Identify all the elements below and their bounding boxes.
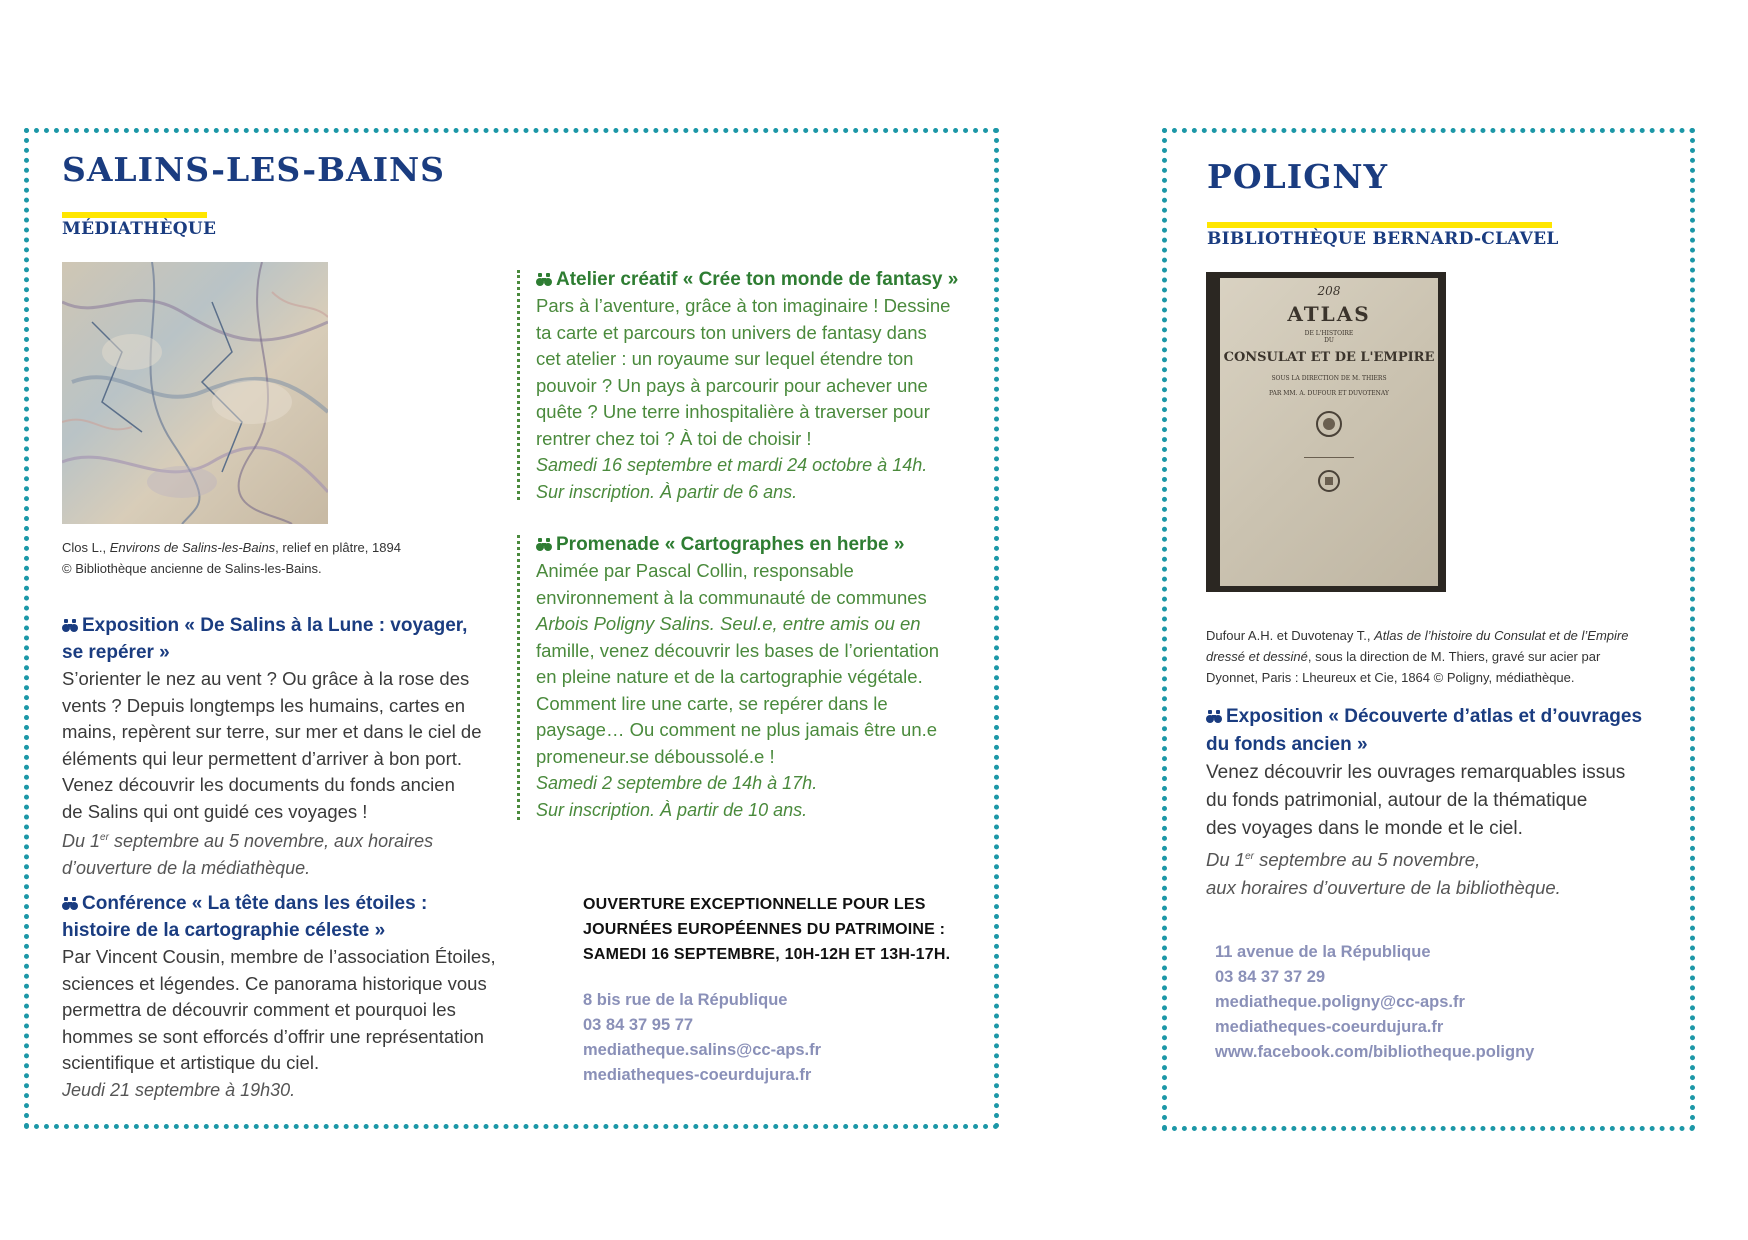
salins-atelier-title: Atelier créatif « Crée ton monde de fantasy »	[536, 266, 976, 293]
salins-city-title: SALINS-LES-BAINS	[62, 150, 445, 189]
atelier-separator	[517, 270, 520, 500]
salins-image-caption: Clos L., Environs de Salins-les-Bains, relief en plâtre, 1894 © Bibliothèque ancienne de Salins-les-Bains.	[62, 540, 401, 576]
salins-website-link[interactable]: mediatheques-coeurdujura.fr	[583, 1066, 812, 1084]
book-seal-icon	[1316, 468, 1342, 494]
promenade-separator	[517, 535, 520, 820]
poligny-venue: BIBLIOTHÈQUE BERNARD-CLAVEL	[1207, 229, 1559, 249]
salins-conference-title: Conférence « La tête dans les étoiles :	[62, 890, 542, 917]
poligny-email-link[interactable]: mediatheque.poligny@cc-aps.fr	[1215, 993, 1465, 1011]
poligny-phone[interactable]: 03 84 37 37 29	[1215, 968, 1326, 986]
poligny-city-title: POLIGNY	[1207, 157, 1389, 196]
salins-venue: MÉDIATHÈQUE	[62, 219, 217, 239]
poligny-facebook-link[interactable]: www.facebook.com/bibliotheque.poligny	[1215, 1043, 1535, 1061]
salins-atelier: Atelier créatif « Crée ton monde de fantasy » Pars à l’aventure, grâce à ton imaginaire ! Dessine ta carte et parcours ton univers de fantasy dans cet atelier : un royaume sur lequel étendre ton pouvoir ? Un pays à parcourir pour achever une quête ? Une terre inhospitalière à traverser pour rentrer chez toi ? À toi de choisir ! Samedi 16 septembre et mardi 24 octobre à 14h. Sur inscription. À partir de 6 ans.	[536, 266, 976, 505]
binoculars-icon	[536, 538, 552, 552]
poligny-image-caption: Dufour A.H. et Duvotenay T., Atlas de l’histoire du Consulat et de l’Empire dressé et dessiné, sous la direction de M. Thiers, gravé sur acier par Dyonnet, Paris : Lheureux et Cie, 1864 © Poligny, médiathèque.	[1206, 628, 1629, 685]
salins-promenade: Promenade « Cartographes en herbe » Animée par Pascal Collin, responsable environnement à la communauté de communes Arbois Poligny Salins. Seul.e, entre amis ou en famille, venez découvrir les bases de l’orientation en pleine nature et de la cartographie végétale. Comment lire une carte, se repérer dans le paysage… Ou comment ne plus jamais être un.e promeneur.se déboussolé.e ! Samedi 2 septembre de 14h à 17h. Sur inscription. À partir de 10 ans.	[536, 531, 976, 823]
salins-address: 8 bis rue de la République	[583, 991, 788, 1009]
poligny-contact	[1215, 940, 1534, 1065]
book-emblem-icon	[1314, 409, 1344, 439]
poligny-exposition: Exposition « Découverte d’atlas et d’ouvrages du fonds ancien » Venez découvrir les ouvrages remarquables issus du fonds patrimonial, autour de la thématique des voyages dans le monde et le ciel. Du 1er septembre au 5 novembre, aux horaires d’ouverture de la bibliothèque.	[1206, 703, 1676, 902]
salins-exposition: Exposition « De Salins à la Lune : voyager, se repérer » S’orienter le nez au vent ? Ou grâce à la rose des vents ? Depuis longtemps les humains, cartes en mains, repèrent sur terre, sur mer et dans le ciel de éléments qui leur permettent d’arriver à bon port. Venez découvrir les documents du fonds ancien de Salins qui ont guidé ces voyages ! Du 1er septembre au 5 novembre, aux horaires d’ouverture de la médiathèque.	[62, 612, 492, 881]
poligny-website-link[interactable]: mediatheques-coeurdujura.fr	[1215, 1018, 1444, 1036]
atlas-book-image: 208 ATLAS DE L'HISTOIRE DU CONSULAT ET DE L'EMPIRE SOUS LA DIRECTION DE M. THIERS PAR MM. A. DUFOUR ET DUVOTENAY	[1206, 272, 1446, 592]
salins-yellow-rule	[62, 212, 207, 218]
salins-email-link[interactable]: mediatheque.salins@cc-aps.fr	[583, 1041, 822, 1059]
poligny-exposition-title: Exposition « Découverte d’atlas et d’ouvrages	[1206, 703, 1676, 731]
relief-map-image	[62, 262, 328, 524]
salins-phone[interactable]: 03 84 37 95 77	[583, 1016, 694, 1034]
binoculars-icon	[536, 273, 552, 287]
salins-contact	[583, 988, 821, 1088]
salins-promenade-title: Promenade « Cartographes en herbe »	[536, 531, 976, 558]
binoculars-icon	[1206, 710, 1222, 724]
poligny-address: 11 avenue de la République	[1215, 943, 1431, 961]
salins-conference: Conférence « La tête dans les étoiles : histoire de la cartographie céleste » Par Vincent Cousin, membre de l’association Étoiles, sciences et légendes. Ce panorama historique vous permettra de découvrir comment et pourquoi les hommes se sont efforcés d’offrir une représentation scientifique et artistique du ciel. Jeudi 21 septembre à 19h30.	[62, 890, 542, 1103]
opening-notice: OUVERTURE EXCEPTIONNELLE POUR LES JOURNÉES EUROPÉENNES DU PATRIMOINE : SAMEDI 16 SEPTEMBRE, 10H-12H ET 13H-17H.	[583, 896, 951, 963]
poligny-yellow-rule	[1207, 222, 1552, 228]
salins-exposition-title: Exposition « De Salins à la Lune : voyager,	[62, 612, 492, 639]
binoculars-icon	[62, 619, 78, 633]
binoculars-icon	[62, 897, 78, 911]
